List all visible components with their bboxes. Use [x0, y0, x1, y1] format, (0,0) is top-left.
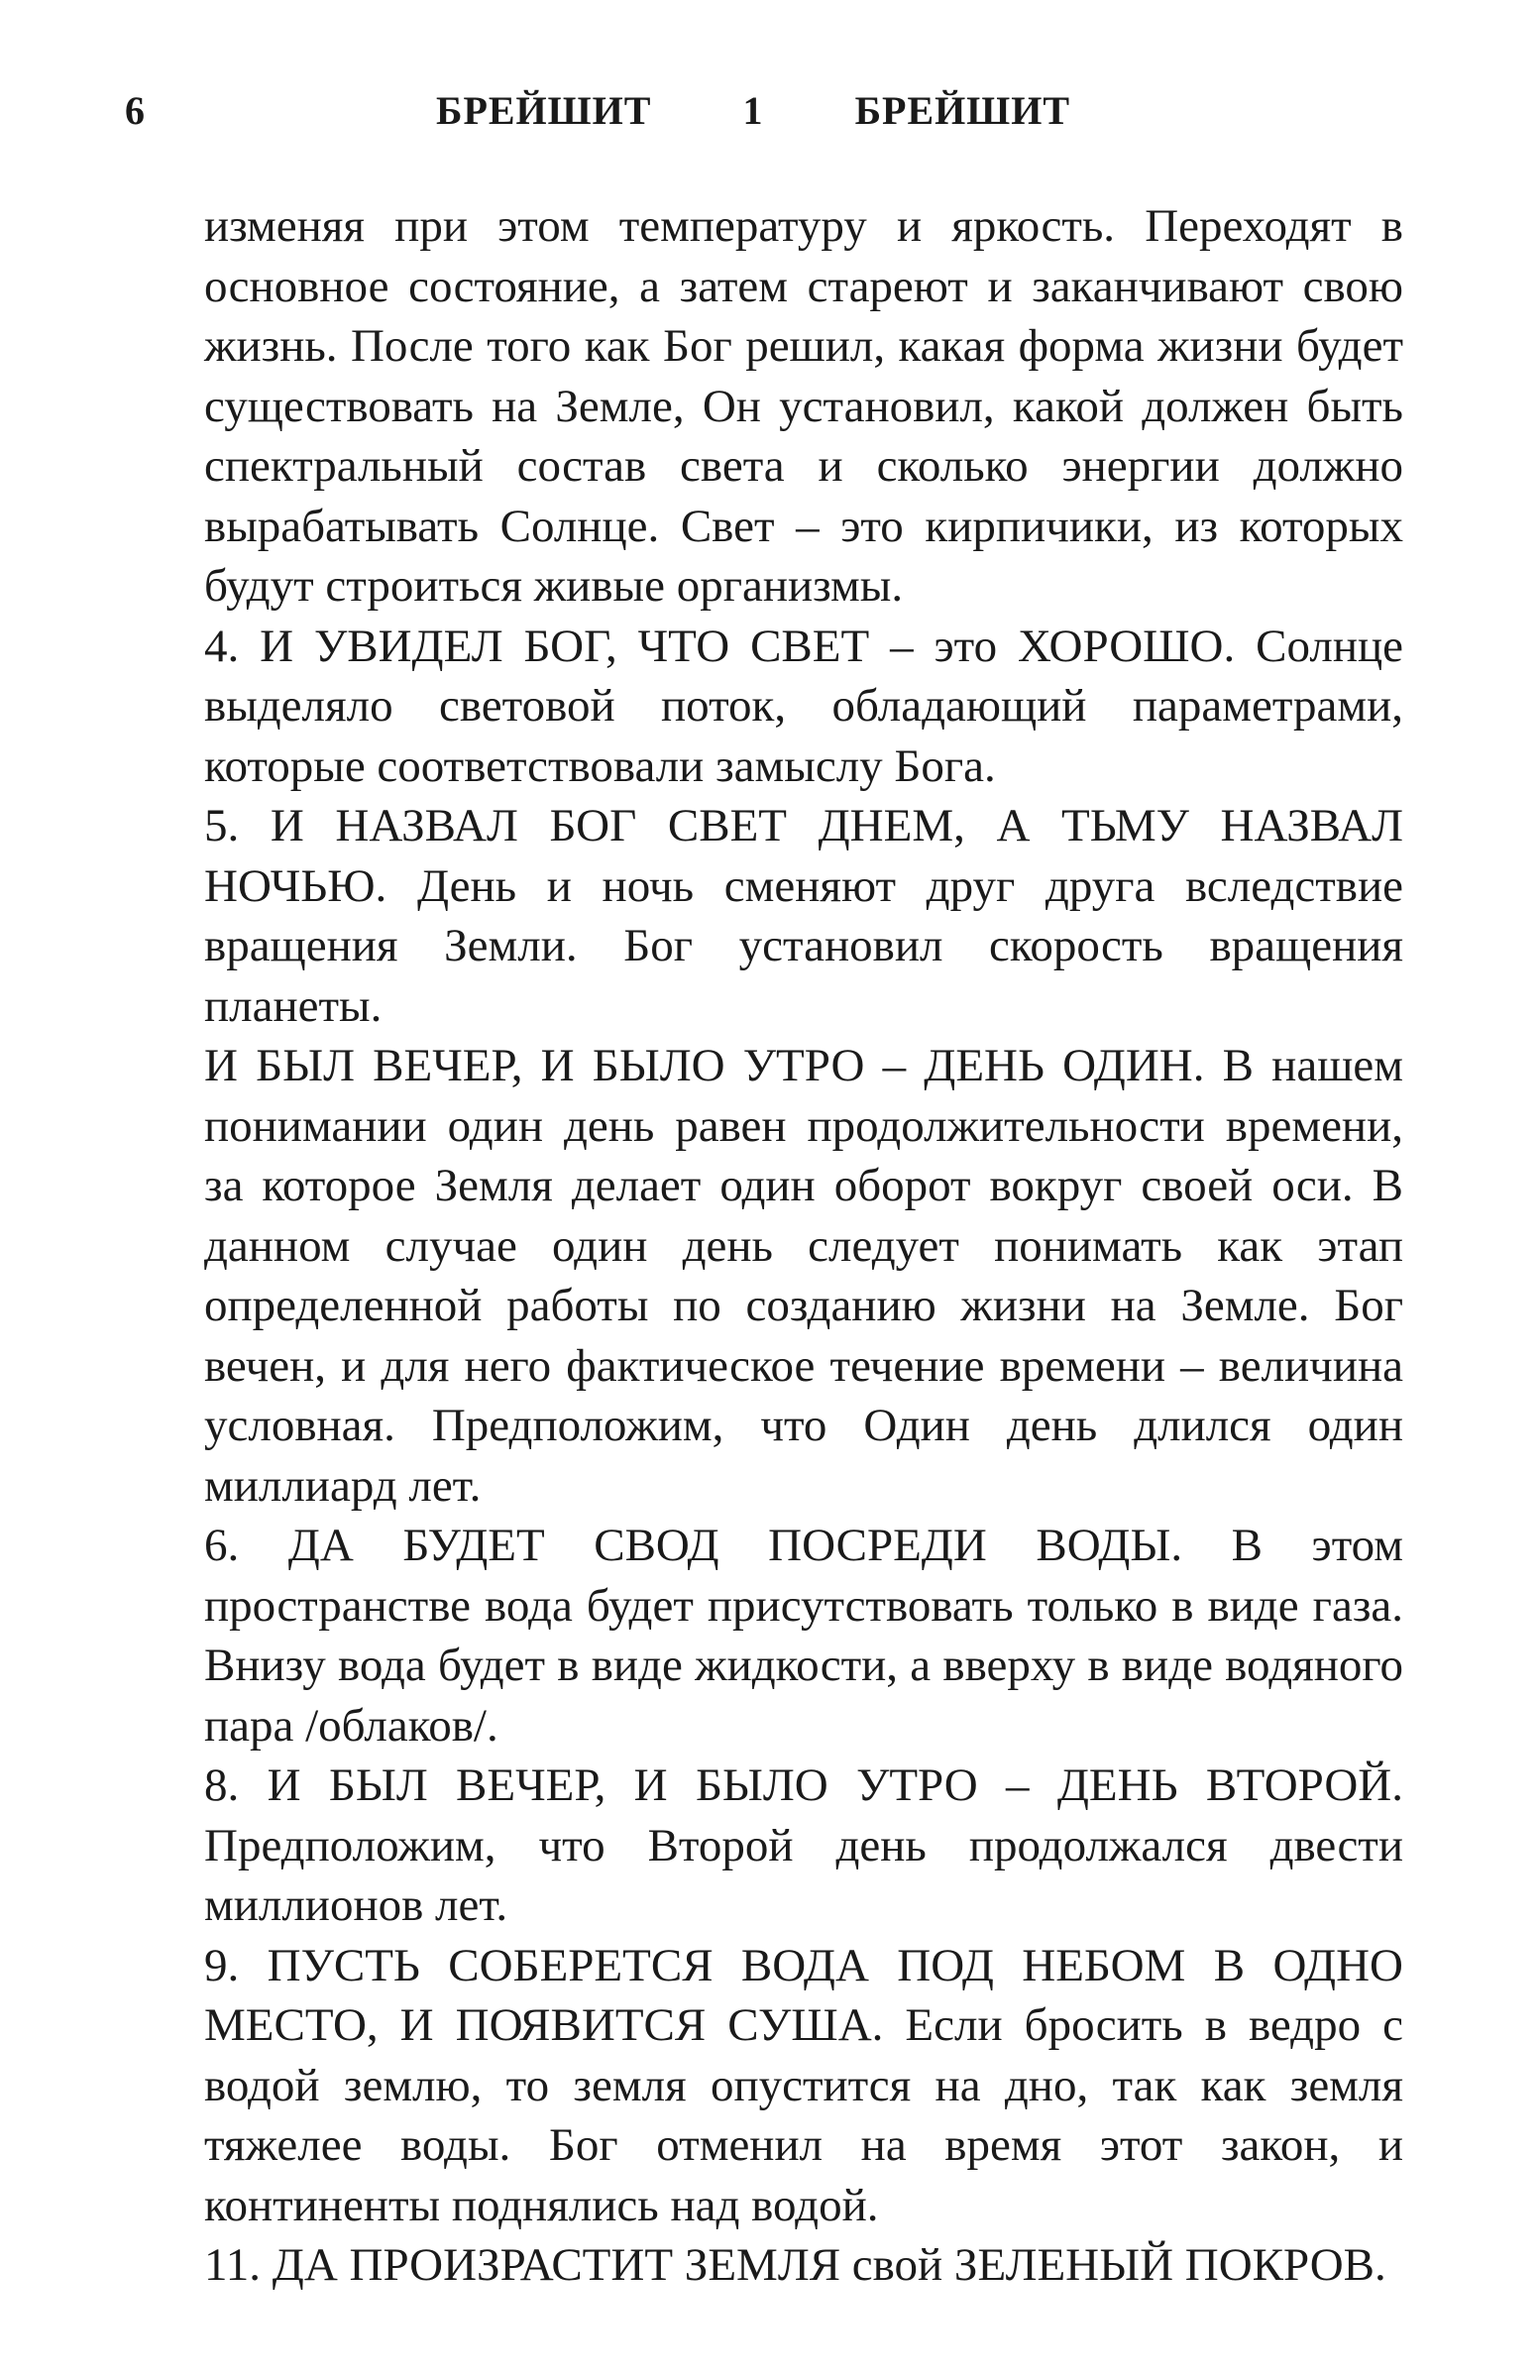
paragraph: изменяя при этом температуру и яркость. Переходят в основное состояние, а затем стареют и заканчивают свою жизнь. После того как Бог решил, какая форма жизни будет существовать на Земле, Он установил, какой должен быть спектральный состав света и сколько энергии должно вырабатывать Солнце. Свет – это кирпичики, из которых будут строиться живые организмы. — [204, 200, 1403, 612]
paragraph: 4. И УВИДЕЛ БОГ, ЧТО СВЕТ – это ХОРОШО. Солнце выделяло световой поток, обладающий параметрами, которые соответствовали замыслу Бога. — [204, 620, 1403, 792]
header-left-title: БРЕЙШИТ — [436, 88, 652, 133]
paragraph: 5. И НАЗВАЛ БОГ СВЕТ ДНЕМ, А ТЬМУ НАЗВАЛ НОЧЬЮ. День и ночь сменяют друг друга вследствие вращения Земли. Бог установил скорость вращения планеты. — [204, 800, 1403, 1032]
running-header — [0, 87, 1540, 147]
paragraph: 9. ПУСТЬ СОБЕРЕТСЯ ВОДА ПОД НЕБОМ В ОДНО МЕСТО, И ПОЯВИТСЯ СУША. Если бросить в ведро с водой землю, то земля опустится на дно, так как земля тяжелее воды. Бог отменил на время этот закон, и континенты поднялись над водой. — [204, 1939, 1403, 2231]
header-right-title: БРЕЙШИТ — [854, 88, 1070, 133]
paragraph: И БЫЛ ВЕЧЕР, И БЫЛО УТРО – ДЕНЬ ОДИН. В нашем понимании один день равен продолжительности времени, за которое Земля делает один оборот вокруг своей оси. В данном случае один день следует понимать как этап определенной работы по созданию жизни на Земле. Бог вечен, и для него фактическое течение времени – величина условная. Предположим, что Один день длился один миллиард лет. — [204, 1040, 1403, 1512]
paragraph: 8. И БЫЛ ВЕЧЕР, И БЫЛО УТРО – ДЕНЬ ВТОРОЙ. Предположим, что Второй день продолжался двести миллионов лет. — [204, 1759, 1403, 1931]
body-text — [204, 196, 1403, 2296]
header-chapter-number: 1 — [742, 88, 764, 133]
paragraph: 11. ДА ПРОИЗРАСТИТ ЗЕМЛЯ свой ЗЕЛЕНЫЙ ПОКРОВ. — [204, 2239, 1386, 2291]
paragraph: 6. ДА БУДЕТ СВОД ПОСРЕДИ ВОДЫ. В этом пространстве вода будет присутствовать только в виде газа. Внизу вода будет в виде жидкости, а вверху в виде водяного пара /облаков/. — [204, 1520, 1403, 1752]
page-number: 6 — [125, 88, 145, 133]
header-title-group — [436, 87, 1070, 134]
